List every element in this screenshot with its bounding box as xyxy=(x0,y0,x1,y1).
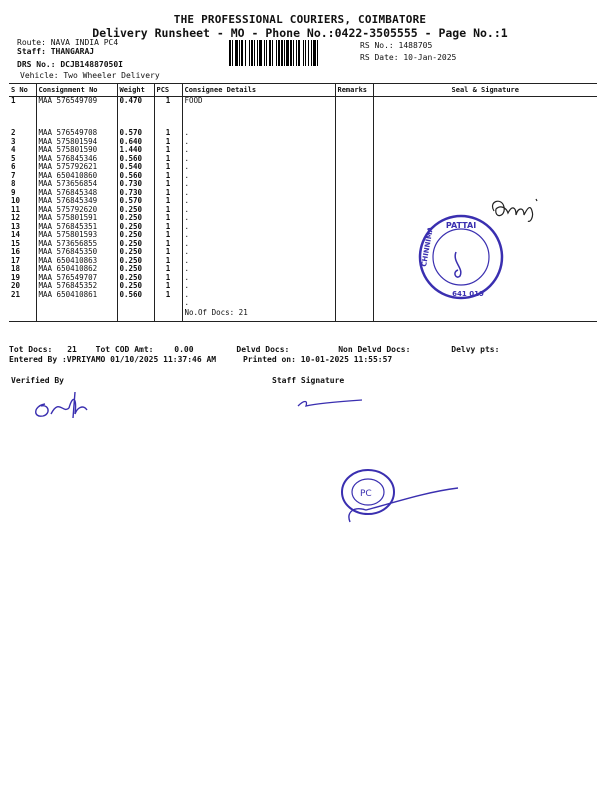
col-consignment: Consignment No xyxy=(36,84,117,97)
row-cell xyxy=(335,299,373,308)
row-weight: 0.560 xyxy=(117,172,154,181)
tot-cod-value: 0.00 xyxy=(174,345,194,354)
row-weight: 0.730 xyxy=(117,189,154,198)
row-seal xyxy=(373,163,597,172)
row-remarks xyxy=(335,163,373,172)
row-sno: 7 xyxy=(11,170,16,180)
row-consignment: MAA 573656855 xyxy=(36,240,117,249)
row-pcs: 1 xyxy=(154,172,182,181)
row-consignee: . xyxy=(182,206,335,215)
row-seal xyxy=(373,138,597,147)
row-weight: 0.250 xyxy=(117,231,154,240)
row-remarks xyxy=(335,274,373,283)
row-remarks xyxy=(335,155,373,164)
row-remarks xyxy=(335,189,373,198)
stamp-bottom-text: 641 019 xyxy=(452,290,484,298)
row-consignee: . xyxy=(182,248,335,257)
entered-by: Entered By :VPRIYAMO 01/10/2025 11:37:46 AM xyxy=(9,355,217,364)
row-consignee: . xyxy=(182,180,335,189)
row-consignee: . xyxy=(182,291,335,300)
row-remarks xyxy=(335,146,373,155)
company-title: THE PROFESSIONAL COURIERS, COIMBATORE xyxy=(173,13,427,26)
row-sno: 12 xyxy=(11,213,21,222)
row-cell xyxy=(154,299,182,308)
row-remarks xyxy=(335,206,373,215)
rs-no-line xyxy=(360,40,432,51)
row-consignment: MAA 575792621 xyxy=(36,163,117,172)
row-seal xyxy=(373,97,597,130)
row-seal xyxy=(373,146,597,155)
row-pcs: 1 xyxy=(154,282,182,291)
totals-line xyxy=(9,345,597,355)
row-consignment: MAA 575801593 xyxy=(36,231,117,240)
row-remarks xyxy=(335,180,373,189)
row-consignee: . xyxy=(182,189,335,198)
row-cell: . xyxy=(182,299,335,308)
row-pcs: 1 xyxy=(154,274,182,283)
row-pcs: 1 xyxy=(154,180,182,189)
row-sno: 4 xyxy=(11,145,16,154)
row-sno: 5 xyxy=(11,153,16,163)
row-consignee: . xyxy=(182,129,335,138)
row-weight: 0.730 xyxy=(117,180,154,189)
row-cell xyxy=(335,308,373,322)
row-remarks xyxy=(335,240,373,249)
row-pcs: 1 xyxy=(154,248,182,257)
staff-value: THANGARAJ xyxy=(50,47,95,56)
row-weight: 0.250 xyxy=(117,206,154,215)
row-pcs: 1 xyxy=(154,163,182,172)
row-consignee: . xyxy=(182,197,335,206)
row-consignee: . xyxy=(182,265,335,274)
row-weight: 0.560 xyxy=(117,155,154,164)
table-row xyxy=(9,257,597,266)
row-remarks xyxy=(335,97,373,130)
row-sno: 20 xyxy=(11,281,21,290)
row-consignment: MAA 650410862 xyxy=(36,265,117,274)
row-weight: 0.560 xyxy=(117,291,154,300)
row-consignment: MAA 576845346 xyxy=(36,155,117,164)
staff-label: Staff: xyxy=(17,47,46,56)
row-consignee: . xyxy=(182,223,335,232)
rs-no-value: 1488705 xyxy=(398,41,433,50)
row-pcs: 1 xyxy=(154,97,182,130)
row-sno: 17 xyxy=(11,255,21,265)
table-footer-row xyxy=(9,308,597,322)
row-pcs: 1 xyxy=(154,231,182,240)
row-consignee: FOOD xyxy=(182,97,335,130)
row-sno: 1 xyxy=(11,96,16,105)
row-remarks xyxy=(335,231,373,240)
row-remarks xyxy=(335,214,373,223)
col-consignee: Consignee Details xyxy=(182,84,335,97)
runsheet-subtitle: Delivery Runsheet - MO - Phone No.:0422-3505555 - Page No.:1 xyxy=(92,26,508,40)
row-cell xyxy=(36,308,117,322)
row-consignment: MAA 576549708 xyxy=(36,129,117,138)
row-consignee: . xyxy=(182,231,335,240)
row-consignment: MAA 576845350 xyxy=(36,248,117,257)
table-row xyxy=(9,180,597,189)
row-pcs: 1 xyxy=(154,138,182,147)
row-sno: 16 xyxy=(11,247,21,256)
stamp-side-text: CHINNIMA xyxy=(420,226,435,268)
tot-cod-label: Tot COD Amt: xyxy=(95,345,154,354)
staff-signature xyxy=(292,392,372,412)
table-row xyxy=(9,163,597,172)
row-remarks xyxy=(335,223,373,232)
row-cell xyxy=(117,299,154,308)
row-pcs: 1 xyxy=(154,265,182,274)
row-weight: 0.250 xyxy=(117,257,154,266)
table-row xyxy=(9,265,597,274)
vehicle-value: Two Wheeler Delivery xyxy=(63,71,160,80)
row-sno: 8 xyxy=(11,179,16,188)
row-consignee: . xyxy=(182,282,335,291)
verified-by-label: Verified By xyxy=(11,376,64,385)
rs-no-label: RS No.: xyxy=(360,41,394,50)
row-sno: 10 xyxy=(11,196,21,205)
stamp-top-text: PATTAI xyxy=(445,221,477,230)
row-consignee: . xyxy=(182,257,335,266)
row-sno: 2 xyxy=(11,128,16,137)
vehicle-label: Vehicle: xyxy=(20,71,59,80)
row-remarks xyxy=(335,291,373,300)
table-row xyxy=(9,97,597,130)
table-row xyxy=(9,240,597,249)
row-cell xyxy=(9,299,36,308)
row-remarks xyxy=(335,138,373,147)
row-sno: 13 xyxy=(11,221,21,231)
route-value: NAVA INDIA PC4 xyxy=(50,38,119,47)
row-weight: 0.250 xyxy=(117,282,154,291)
row-consignment: MAA 575801594 xyxy=(36,138,117,147)
row-pcs: 1 xyxy=(154,155,182,164)
drs-label: DRS No.: xyxy=(17,60,56,69)
table-row xyxy=(9,282,597,291)
row-sno: 14 xyxy=(11,230,21,239)
row-cell xyxy=(9,308,36,322)
row-consignee: . xyxy=(182,240,335,249)
row-remarks xyxy=(335,129,373,138)
row-weight: 0.250 xyxy=(117,214,154,223)
row-pcs: 1 xyxy=(154,214,182,223)
staff-signature-label: Staff Signature xyxy=(272,376,345,385)
row-sno: 21 xyxy=(11,289,21,299)
row-consignment: MAA 650410860 xyxy=(36,172,117,181)
col-sno: S No xyxy=(9,84,36,97)
row-remarks xyxy=(335,282,373,291)
row-consignee: . xyxy=(182,172,335,181)
row-remarks xyxy=(335,257,373,266)
delvd-label: Delvd Docs: xyxy=(236,345,290,354)
row-weight: 0.640 xyxy=(117,138,154,147)
row-pcs: 1 xyxy=(154,197,182,206)
row-consignee: . xyxy=(182,146,335,155)
row-consignment: MAA 576549707 xyxy=(36,274,117,283)
office-stamp xyxy=(416,212,506,302)
pc-stamp xyxy=(336,462,486,532)
row-consignee: . xyxy=(182,214,335,223)
row-consignment: MAA 575792620 xyxy=(36,206,117,215)
row-pcs: 1 xyxy=(154,240,182,249)
table-row xyxy=(9,231,597,240)
row-remarks xyxy=(335,265,373,274)
tot-docs-label: Tot Docs: xyxy=(9,345,53,354)
col-seal: Seal & Signature xyxy=(373,84,597,97)
row-weight: 0.250 xyxy=(117,240,154,249)
row-remarks xyxy=(335,197,373,206)
col-weight: Weight xyxy=(117,84,154,97)
table-row xyxy=(9,155,597,164)
row-sno: 19 xyxy=(11,272,21,282)
row-weight: 0.540 xyxy=(117,163,154,172)
barcode xyxy=(229,40,355,66)
row-sno: 6 xyxy=(11,162,16,171)
row-weight: 0.470 xyxy=(117,97,154,130)
row-sno: 18 xyxy=(11,264,21,273)
table-row xyxy=(9,291,597,300)
row-cell xyxy=(154,308,182,322)
non-delvd-label: Non Delvd Docs: xyxy=(338,345,411,354)
row-sno: 3 xyxy=(11,136,16,146)
row-weight: 0.570 xyxy=(117,129,154,138)
col-remarks: Remarks xyxy=(335,84,373,97)
row-pcs: 1 xyxy=(154,257,182,266)
row-sno: 11 xyxy=(11,204,21,214)
row-weight: 0.250 xyxy=(117,274,154,283)
row-weight: 0.250 xyxy=(117,248,154,257)
table-header-row xyxy=(9,84,597,97)
row-consignment: MAA 573656854 xyxy=(36,180,117,189)
row-pcs: 1 xyxy=(154,146,182,155)
row-consignee: . xyxy=(182,155,335,164)
entered-line xyxy=(9,355,597,365)
row-consignment: MAA 575801591 xyxy=(36,214,117,223)
row-pcs: 1 xyxy=(154,129,182,138)
table-row xyxy=(9,138,597,147)
row-consignment: MAA 575801590 xyxy=(36,146,117,155)
pc-stamp-text: PC xyxy=(360,489,372,499)
route-label: Route: xyxy=(17,38,46,47)
row-weight: 1.440 xyxy=(117,146,154,155)
row-seal xyxy=(373,155,597,164)
row-consignment: MAA 576845349 xyxy=(36,197,117,206)
row-consignment: MAA 576845351 xyxy=(36,223,117,232)
row-sno: 9 xyxy=(11,187,16,197)
row-consignment: MAA 650410863 xyxy=(36,257,117,266)
row-weight: 0.570 xyxy=(117,197,154,206)
row-pcs: 1 xyxy=(154,291,182,300)
barcode-bar xyxy=(318,40,320,66)
row-consignment: MAA 576845348 xyxy=(36,189,117,198)
row-pcs: 1 xyxy=(154,206,182,215)
row-consignment: MAA 576845352 xyxy=(36,282,117,291)
table-row xyxy=(9,299,597,308)
table-row xyxy=(9,172,597,181)
delvy-pts-label: Delvy pts: xyxy=(451,345,500,354)
row-cell xyxy=(373,308,597,322)
col-pcs: PCS xyxy=(154,84,182,97)
row-remarks xyxy=(335,172,373,181)
drs-value: DCJB14887050I xyxy=(60,60,123,69)
no-of-docs: No.Of Docs: 21 xyxy=(182,308,335,322)
row-sno: 15 xyxy=(11,238,21,248)
rs-date-value: 10-Jan-2025 xyxy=(403,53,457,62)
row-consignment: MAA 650410861 xyxy=(36,291,117,300)
row-seal xyxy=(373,129,597,138)
row-consignment: MAA 576549709 xyxy=(36,97,117,130)
tot-docs-value: 21 xyxy=(67,345,77,354)
row-weight: 0.250 xyxy=(117,223,154,232)
row-seal xyxy=(373,180,597,189)
row-seal xyxy=(373,172,597,181)
row-consignee: . xyxy=(182,163,335,172)
table-row xyxy=(9,146,597,155)
table-row xyxy=(9,248,597,257)
row-consignee: . xyxy=(182,274,335,283)
row-consignee: . xyxy=(182,138,335,147)
printed-on: Printed on: 10-01-2025 11:55:57 xyxy=(242,355,393,364)
totals-block xyxy=(9,345,597,365)
drs-line xyxy=(17,59,123,70)
verified-signature xyxy=(25,384,105,428)
row-cell xyxy=(36,299,117,308)
rs-date-label: RS Date: xyxy=(360,53,399,62)
staff-line xyxy=(17,46,94,57)
table-row xyxy=(9,129,597,138)
table-row xyxy=(9,274,597,283)
row-pcs: 1 xyxy=(154,189,182,198)
row-pcs: 1 xyxy=(154,223,182,232)
row-cell xyxy=(117,308,154,322)
row-weight: 0.250 xyxy=(117,265,154,274)
vehicle-line xyxy=(20,70,160,81)
rs-date-line xyxy=(360,52,456,63)
row-remarks xyxy=(335,248,373,257)
